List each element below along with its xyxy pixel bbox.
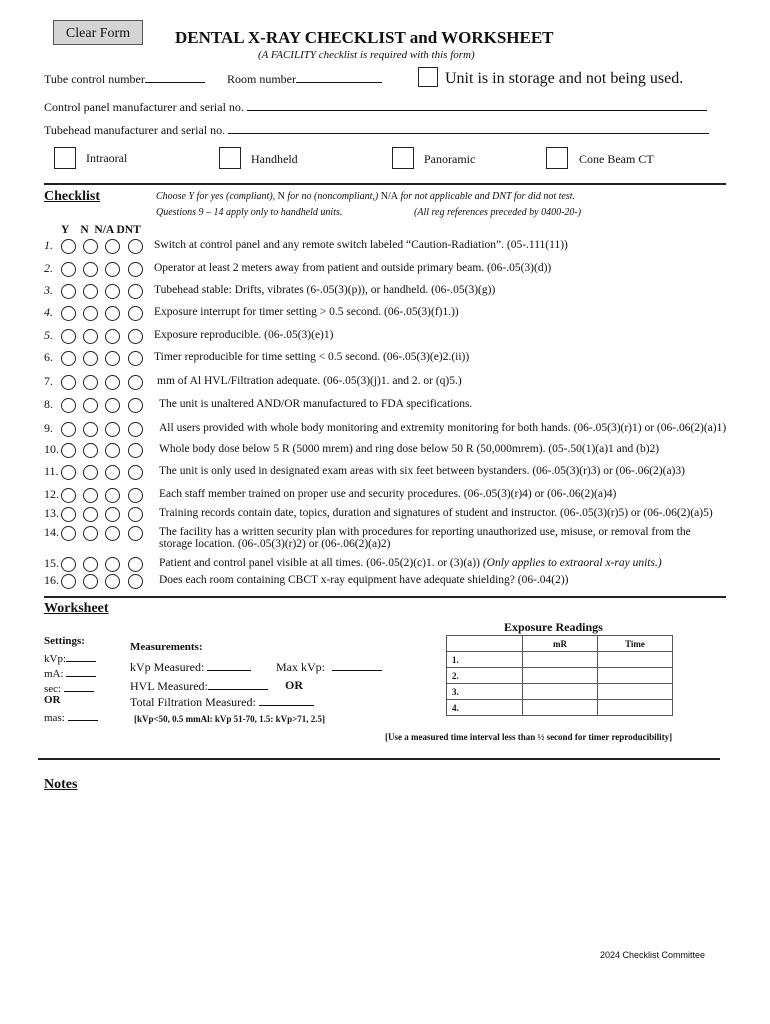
radio-n[interactable] [83, 262, 98, 277]
item-text [154, 329, 333, 341]
radio-y[interactable] [61, 574, 76, 589]
time-cell[interactable] [598, 652, 673, 668]
radio-dnt[interactable] [128, 488, 143, 503]
item-number: 6. [44, 350, 53, 364]
radio-na[interactable] [105, 284, 120, 299]
intraoral-checkbox[interactable] [54, 147, 76, 169]
item-number: 11. [44, 464, 59, 478]
radio-dnt[interactable] [128, 557, 143, 572]
tube-control-row [44, 71, 205, 87]
divider [38, 758, 720, 760]
radio-n[interactable] [83, 351, 98, 366]
mas-label: mas: [44, 712, 65, 724]
sec-setting [44, 680, 94, 695]
item-number: 4. [44, 305, 53, 319]
item-number: 5. [44, 328, 53, 342]
radio-dnt[interactable] [128, 284, 143, 299]
radio-n[interactable] [83, 557, 98, 572]
item-text [157, 375, 462, 387]
radio-dnt[interactable] [128, 507, 143, 522]
panoramic-checkbox[interactable] [392, 147, 414, 169]
item-text [154, 262, 551, 274]
column-headers: Y N N/A DNT [61, 224, 141, 236]
item-number: 10. [44, 442, 59, 456]
radio-y[interactable] [61, 526, 76, 541]
radio-y[interactable] [61, 488, 76, 503]
instruction-part: Choose Y for yes (compliant), [156, 191, 278, 202]
radio-n[interactable] [83, 488, 98, 503]
radio-dnt[interactable] [128, 262, 143, 277]
divider [44, 183, 726, 185]
radio-y[interactable] [61, 422, 76, 437]
radio-dnt[interactable] [128, 422, 143, 437]
hvl-measured-row [130, 678, 268, 694]
kvp-measured-row [130, 659, 251, 675]
room-number-input[interactable] [296, 71, 382, 83]
radio-n[interactable] [83, 526, 98, 541]
tubehead-input[interactable] [228, 122, 709, 134]
radio-na[interactable] [105, 422, 120, 437]
radio-na[interactable] [105, 443, 120, 458]
radio-y[interactable] [61, 557, 76, 572]
tube-control-input[interactable] [145, 71, 205, 83]
max-kvp-row [276, 659, 382, 675]
radio-y[interactable] [61, 398, 76, 413]
item-text-main: Whole body dose below 5 R (5000 mrem) and ring dose below 50 R (50,000mrem). (05-.50(1)(a)1 and (b)2) [159, 443, 660, 455]
radio-na[interactable] [105, 507, 120, 522]
table-row [447, 684, 673, 700]
radio-n[interactable] [83, 422, 98, 437]
hvl-measured-input[interactable] [208, 678, 268, 690]
radio-n[interactable] [83, 329, 98, 344]
radio-n[interactable] [83, 239, 98, 254]
item-number: 13. [44, 506, 59, 520]
mas-setting [44, 709, 98, 724]
item-number: 16. [44, 573, 59, 587]
row-label: 3. [447, 684, 523, 700]
radio-na[interactable] [105, 557, 120, 572]
item-text [154, 239, 568, 251]
radio-y[interactable] [61, 306, 76, 321]
table-header: mR [523, 636, 598, 652]
item-number: 7. [44, 374, 53, 388]
radio-na[interactable] [105, 465, 120, 480]
handheld-note: Questions 9 – 14 apply only to handheld units. [156, 207, 343, 218]
item-text-main: Operator at least 2 meters away from patient and outside primary beam. (06-.05(3)(d)) [154, 262, 552, 274]
storage-label: Unit is in storage and not being used. [445, 70, 684, 87]
item-number: 12. [44, 487, 59, 501]
table-header: Time [598, 636, 673, 652]
kvp-label: kVp: [44, 653, 66, 665]
instruction-part: N [277, 191, 285, 202]
radio-n[interactable] [83, 398, 98, 413]
cone-beam-ct-label: Cone Beam CT [579, 152, 654, 166]
footer: 2024 Checklist Committee [600, 950, 706, 960]
or-label: OR [285, 678, 303, 692]
mr-cell[interactable] [523, 668, 598, 684]
item-text-main: Switch at control panel and any remote switch labeled “Caution-Radiation”. (05-.111(11)) [154, 239, 568, 251]
time-cell[interactable] [598, 684, 673, 700]
page-title: DENTAL X-RAY CHECKLIST and WORKSHEET [175, 28, 554, 47]
instruction-part: for not applicable and DNT for did not test. [397, 191, 575, 202]
radio-na[interactable] [105, 329, 120, 344]
control-panel-input[interactable] [247, 99, 707, 111]
item-text [159, 557, 662, 569]
item-text-main: Exposure interrupt for timer setting > 0.5 second. (06-.05(3)(f)1.)) [154, 306, 459, 318]
ma-input[interactable] [66, 665, 96, 677]
radio-dnt[interactable] [128, 574, 143, 589]
max-kvp-input[interactable] [332, 659, 382, 671]
radio-na[interactable] [105, 574, 120, 589]
sec-input[interactable] [64, 680, 94, 692]
radio-dnt[interactable] [128, 351, 143, 366]
settings-label: Settings: [44, 635, 85, 647]
exposure-readings-title: Exposure Readings [504, 620, 603, 634]
radio-n[interactable] [83, 507, 98, 522]
item-number: 2. [44, 261, 53, 275]
worksheet-heading: Worksheet [44, 601, 109, 616]
notes-heading: Notes [44, 777, 78, 792]
mas-input[interactable] [68, 709, 98, 721]
radio-na[interactable] [105, 398, 120, 413]
intraoral-label: Intraoral [86, 151, 128, 165]
radio-y[interactable] [61, 507, 76, 522]
item-text-main: The unit is only used in designated exam areas with six feet between bystanders. (06-.05(3)(r)3) or (06-.06(2)(a)3) [159, 465, 685, 477]
filtration-input[interactable] [259, 694, 314, 706]
notes-area[interactable] [44, 800, 720, 940]
item-text [159, 443, 659, 455]
item-number: 3. [44, 283, 53, 297]
radio-y[interactable] [61, 262, 76, 277]
item-text-main: Training records contain date, topics, duration and signatures of student and instructor. (06-.05(3)(r)5) or (06-.06(2)(a)5) [159, 507, 713, 519]
radio-n[interactable] [83, 443, 98, 458]
item-text-main: All users provided with whole body monitoring and extremity monitoring for both hands. (06-.05(3)(r)1) or (06-.06(2)(a)1) [159, 422, 727, 434]
item-text-main: Exposure reproducible. (06-.05(3)(e)1) [154, 329, 334, 341]
measurements-label: Measurements: [130, 641, 203, 653]
tubehead-label: Tubehead manufacturer and serial no. [44, 123, 226, 137]
radio-dnt[interactable] [128, 239, 143, 254]
radio-dnt[interactable] [128, 443, 143, 458]
radio-na[interactable] [105, 526, 120, 541]
tubehead-row [44, 122, 709, 138]
item-text [159, 398, 472, 410]
item-text-main: Each staff member trained on proper use and security procedures. (06-.05(3)(r)4) or (06-.06(2)(a)4) [159, 488, 617, 500]
sec-label: sec: [44, 683, 62, 695]
radio-y[interactable] [61, 465, 76, 480]
room-number-row [227, 71, 382, 87]
table-row [447, 652, 673, 668]
item-text-main: Timer reproducible for time setting < 0.5 second. (06-.05(3)(e)2.(ii)) [154, 351, 470, 363]
panoramic-label: Panoramic [424, 152, 476, 166]
item-text [159, 574, 569, 586]
radio-na[interactable] [105, 488, 120, 503]
radio-y[interactable] [61, 351, 76, 366]
time-cell[interactable] [598, 668, 673, 684]
mr-cell[interactable] [523, 652, 598, 668]
checklist-instruction [156, 191, 575, 202]
mr-cell[interactable] [523, 700, 598, 716]
storage-checkbox[interactable] [418, 67, 438, 87]
radio-n[interactable] [83, 574, 98, 589]
control-panel-row [44, 99, 707, 115]
item-text [154, 306, 459, 318]
radio-y[interactable] [61, 375, 76, 390]
tube-control-label: Tube control number [44, 72, 145, 86]
item-text-main: mm of Al HVL/Filtration adequate. (06-.05(3)(j)1. and 2. or (q)5.) [157, 375, 462, 387]
item-text-main: The facility has a written security plan with procedures for reporting unauthorized use, misuse, or removal from the [159, 526, 691, 538]
item-text [159, 465, 685, 477]
radio-y[interactable] [61, 239, 76, 254]
kvp-setting [44, 650, 96, 665]
clear-form-button[interactable]: Clear Form [53, 20, 143, 45]
room-number-label: Room number [227, 72, 296, 86]
table-row [447, 700, 673, 716]
instruction-part: N/A [380, 191, 398, 202]
radio-dnt[interactable] [128, 526, 143, 541]
exposure-readings-table [446, 635, 673, 716]
control-panel-label: Control panel manufacturer and serial no. [44, 100, 244, 114]
max-kvp-label: Max kVp: [276, 660, 325, 674]
radio-dnt[interactable] [128, 306, 143, 321]
row-label: 4. [447, 700, 523, 716]
radio-n[interactable] [83, 465, 98, 480]
item-text-note: (Only applies to extraoral x-ray units.) [482, 557, 662, 569]
radio-na[interactable] [105, 239, 120, 254]
item-text [159, 422, 726, 434]
table-header-row [447, 636, 673, 652]
item-number: 1. [44, 238, 53, 252]
item-text [159, 488, 616, 500]
divider [44, 596, 726, 598]
kvp-measured-input[interactable] [207, 659, 251, 671]
item-text-continued: storage location. (06-.05(3)(r)2) or (06-.06(2)(a)2) [159, 538, 391, 550]
item-text-main: Tubehead stable: Drifts, vibrates (6-.05(3)(p)), or handheld. (06-.05(3)(g)) [154, 284, 496, 296]
radio-dnt[interactable] [128, 329, 143, 344]
row-label: 2. [447, 668, 523, 684]
radio-dnt[interactable] [128, 375, 143, 390]
hvl-measured-label: HVL Measured: [130, 679, 208, 693]
table-row [447, 668, 673, 684]
or-label: OR [44, 694, 61, 706]
kvp-reference: [kVp<50, 0.5 mmAl: kVp 51-70, 1.5: kVp>71, 2.5] [134, 714, 326, 724]
item-number: 8. [44, 397, 53, 411]
mr-cell[interactable] [523, 684, 598, 700]
radio-dnt[interactable] [128, 465, 143, 480]
item-text [154, 284, 495, 296]
item-text [159, 507, 713, 519]
radio-na[interactable] [105, 262, 120, 277]
ma-setting [44, 665, 96, 680]
checklist-heading: Checklist [44, 189, 100, 204]
radio-na[interactable] [105, 306, 120, 321]
filtration-row [130, 694, 314, 710]
radio-y[interactable] [61, 329, 76, 344]
item-number: 14. [44, 525, 59, 539]
handheld-label: Handheld [251, 152, 298, 166]
item-number: 9. [44, 421, 53, 435]
radio-n[interactable] [83, 284, 98, 299]
row-label: 1. [447, 652, 523, 668]
item-text [154, 351, 469, 363]
radio-n[interactable] [83, 306, 98, 321]
time-cell[interactable] [598, 700, 673, 716]
radio-y[interactable] [61, 284, 76, 299]
radio-dnt[interactable] [128, 398, 143, 413]
ma-label: mA: [44, 668, 64, 680]
kvp-input[interactable] [66, 650, 96, 662]
instruction-part: for no (noncompliant,) [284, 191, 381, 202]
reg-reference-note: (All reg references preceded by 0400-20-) [414, 207, 582, 218]
filtration-label: Total Filtration Measured: [130, 695, 256, 709]
radio-n[interactable] [83, 375, 98, 390]
handheld-checkbox[interactable] [219, 147, 241, 169]
item-text [159, 526, 691, 550]
page-subtitle: (A FACILITY checklist is required with this form) [258, 49, 475, 61]
item-text-main: Does each room containing CBCT x-ray equipment have adequate shielding? (06-.04(2)) [159, 574, 569, 586]
item-text-main: The unit is unaltered AND/OR manufactured to FDA specifications. [159, 398, 473, 410]
radio-na[interactable] [105, 375, 120, 390]
table-header [447, 636, 523, 652]
timer-note: [Use a measured time interval less than ½ second for timer reproducibility] [385, 732, 673, 742]
cone-beam-ct-checkbox[interactable] [546, 147, 568, 169]
kvp-measured-label: kVp Measured: [130, 660, 205, 674]
item-number: 15. [44, 556, 59, 570]
item-text-main: Patient and control panel visible at all times. (06-.05(2)(c)1. or (3)(a)) [159, 557, 483, 569]
radio-y[interactable] [61, 443, 76, 458]
radio-na[interactable] [105, 351, 120, 366]
